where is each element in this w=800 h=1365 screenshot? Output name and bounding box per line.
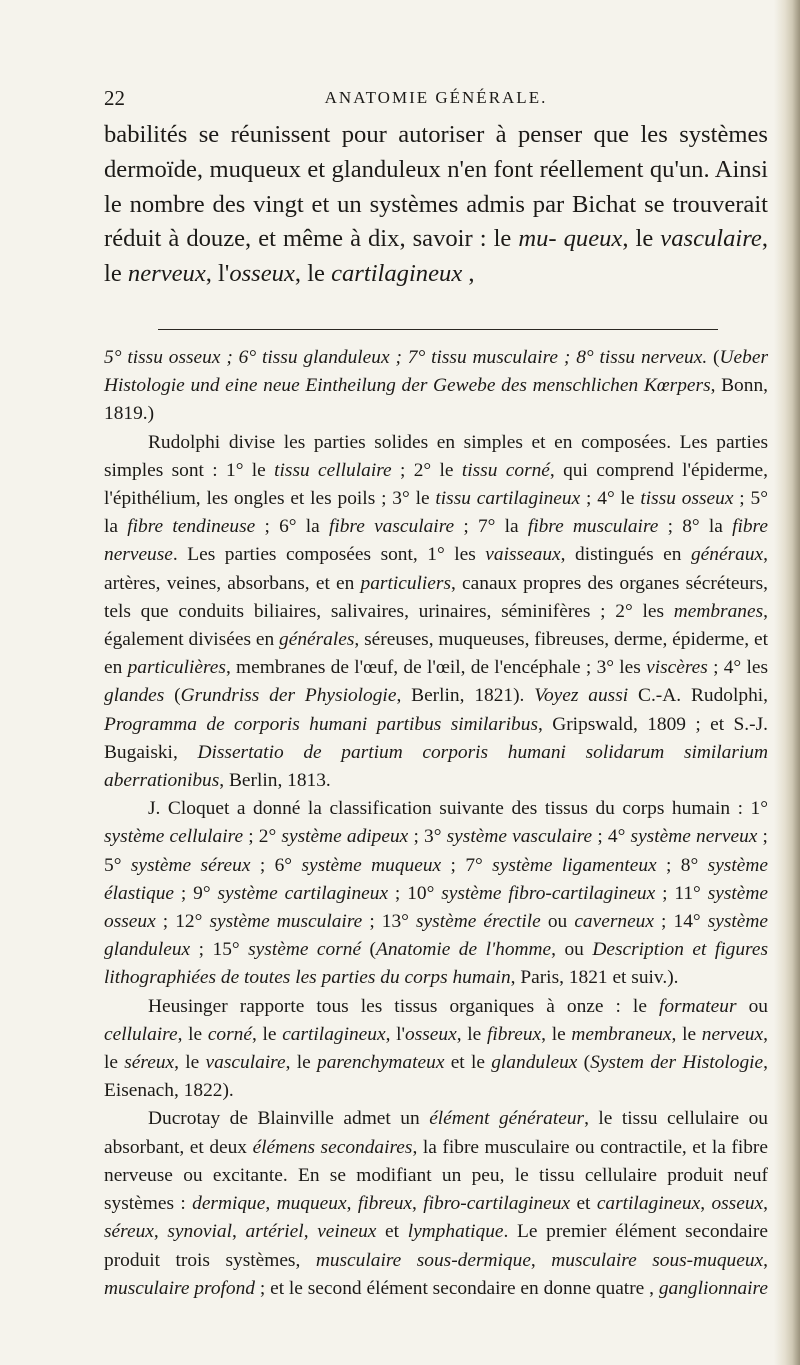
text-run: ; 6° [250, 854, 302, 876]
footnote-blainville [104, 1105, 768, 1302]
emphasis: muqueux [276, 1193, 347, 1215]
emphasis: artériel [245, 1221, 304, 1243]
text-run: , Bonn, 1819.) [104, 375, 768, 425]
text-run: , l' [385, 1023, 406, 1045]
text-run: ; 4° le [580, 488, 641, 510]
emphasis: cellulaire [104, 1023, 178, 1045]
emphasis: particulières [127, 657, 226, 679]
emphasis: glanduleux [491, 1052, 578, 1074]
text-run: ; 9° [174, 882, 218, 904]
emphasis: séreux [104, 1221, 154, 1243]
emphasis: veineux [317, 1221, 377, 1243]
text-run: ; 2° [243, 826, 282, 848]
emphasis: System der Histologie [590, 1052, 764, 1074]
emphasis: ganglionnaire [658, 1277, 768, 1299]
emphasis: Description et figures lithographiées de toutes les parties du corps humain [104, 939, 768, 989]
text-run: , le tissu cellulaire ou absorbant, et deux [104, 1108, 768, 1158]
text-run: , le [622, 225, 661, 253]
emphasis: fibre musculaire [527, 516, 659, 538]
text-line: se trouverait réduit à douze, et même à dix, savoir : le [104, 190, 769, 253]
text-run: ; et le second élément secondaire en donne quatre , [255, 1277, 659, 1299]
text-run: , [303, 1221, 318, 1243]
text-run: , le [456, 1023, 487, 1045]
emphasis: nerveux [701, 1023, 764, 1045]
main-text [104, 118, 768, 292]
emphasis: Voyez aussi [534, 685, 629, 707]
emphasis: glandes [104, 685, 165, 707]
footnote-rudolphi [104, 429, 768, 796]
text-run: ; 8° la [658, 516, 733, 538]
page-header [104, 86, 768, 116]
text-run: ; 4° [592, 826, 631, 848]
text-run: ; 5° [104, 826, 768, 876]
emphasis: système osseux [104, 882, 768, 933]
emphasis: tissu cellulaire [274, 459, 392, 481]
text-run: ( [361, 939, 377, 961]
emphasis: nerveux [127, 260, 206, 288]
emphasis: système cellulaire [104, 826, 244, 848]
emphasis: osseux [405, 1023, 457, 1045]
emphasis: système cartilagineux [217, 882, 389, 904]
text-run: ( [577, 1052, 591, 1074]
text-run: , distingués en [560, 544, 691, 566]
emphasis: système muqueux [301, 854, 442, 876]
text-run: , membranes de l'œuf, de l'œil, de l'encéphale ; 3° les [225, 657, 647, 679]
text-run: ; 13° [362, 911, 416, 933]
emphasis: dermique [192, 1193, 266, 1215]
text-run: et le [444, 1052, 492, 1074]
text-run: et [570, 1193, 597, 1215]
emphasis: queux [563, 225, 623, 253]
text-run: , Berlin, 1813. [219, 770, 331, 792]
text-run: , [763, 1193, 768, 1215]
emphasis: osseux [711, 1193, 764, 1215]
page-edge-shadow [774, 0, 800, 1365]
text-run: , le [285, 1052, 317, 1074]
page-number: 22 [104, 86, 125, 110]
text-run: , la fibre musculaire ou contractile, et la fibre nerveuse ou excitante. En se modifiant un peu, le tissu cellulaire produit neuf systèmes : [104, 1136, 768, 1215]
emphasis: générales [279, 629, 355, 651]
emphasis: lymphatique [407, 1221, 504, 1243]
emphasis: vaisseaux [485, 544, 561, 566]
emphasis: élément générateur [429, 1108, 585, 1130]
text-run: , [530, 1249, 552, 1271]
text-run: ; 15° [190, 939, 249, 961]
text-run: et [376, 1221, 408, 1243]
text-run: , Eisenach, 1822). [104, 1052, 769, 1102]
emphasis: fibre tendineuse [127, 516, 256, 538]
text-run: , Paris, 1821 et suiv.). [510, 967, 679, 989]
running-head: ANATOMIE GÉNÉRALE. [324, 88, 548, 107]
text-run: , ou [551, 939, 593, 961]
emphasis: système érectile [416, 911, 541, 933]
text-run: C.-A. Rudolphi, [628, 685, 768, 707]
text-run: ; 5° la [104, 488, 768, 538]
text-run: , le [671, 1023, 702, 1045]
emphasis: séreux [124, 1052, 175, 1074]
text-run: ; 8° [656, 854, 708, 876]
emphasis: musculaire sous-dermique [315, 1249, 531, 1271]
text-run: ; 3° [408, 826, 447, 848]
text-run: ; 12° [155, 911, 210, 933]
emphasis: Anatomie de l'homme [376, 939, 552, 961]
text-run: , [232, 1221, 246, 1243]
text-run: . Le premier élément secondaire produit trois systèmes, [104, 1221, 768, 1271]
emphasis: vasculaire [660, 225, 762, 253]
emphasis: Programma de corporis humani partibus similaribus [104, 713, 538, 735]
text-run: , Gripswald, 1809 ; et S.-J. Bugaiski, [104, 713, 768, 763]
footnote-heusinger [104, 993, 768, 1106]
emphasis: Dissertatio de partium corporis humani solidarum similarium aberrationibus [104, 741, 768, 792]
emphasis: système élastique [104, 854, 768, 904]
text-run: Heusinger rapporte tous les tissus organiques à onze : le [148, 995, 659, 1017]
text-run: ou [736, 995, 768, 1017]
emphasis: système vasculaire [446, 826, 593, 848]
emphasis: Ueber Histologie und eine neue Eintheilung der Gewebe des menschlichen Kœrpers [104, 347, 768, 397]
text-run: , [346, 1193, 358, 1215]
emphasis: 5° tissu osseux ; 6° tissu glanduleux ; 7° tissu musculaire ; 8° tissu nerveux. [104, 347, 708, 368]
footnote-continued [104, 344, 768, 429]
text-run: ; 4° les [707, 657, 768, 679]
text-run: , [700, 1193, 712, 1215]
text-run: ; 6° la [255, 516, 329, 538]
emphasis: membraneux [571, 1023, 672, 1045]
emphasis: caverneux [574, 911, 654, 933]
text-run: ( [707, 347, 720, 368]
emphasis: système nerveux [630, 826, 758, 848]
text-run: ( [164, 685, 181, 707]
text-run: J. Cloquet a donné la classification suivante des tissus du corps humain : 1° [148, 798, 768, 820]
emphasis: musculaire profond [104, 1277, 255, 1299]
emphasis: fibreux [486, 1023, 542, 1045]
emphasis: système musculaire [209, 911, 363, 933]
emphasis: cartilagineux [331, 260, 463, 288]
text-run: , le [541, 1023, 572, 1045]
emphasis: généraux [690, 544, 764, 566]
emphasis: cartilagineux [282, 1023, 386, 1045]
emphasis: tissu osseux [640, 488, 734, 510]
text-run: , le [177, 1023, 208, 1045]
text-run: ; 7° [441, 854, 493, 876]
text-run: , artères, veines, absorbans, et en [104, 544, 768, 594]
emphasis: cartilagineux [596, 1193, 701, 1215]
text-run: , [153, 1221, 168, 1243]
text-run: , le [174, 1052, 206, 1074]
text-run: , le [251, 1023, 283, 1045]
text-run: , séreuses, muqueuses, fibreuses, derme, épiderme, et en [104, 629, 768, 679]
text-line: Ainsi le nombre des vingt et un systèmes admis par Bichat [104, 155, 768, 218]
text-run: , le [294, 260, 332, 288]
emphasis: tissu cartilagineux [435, 488, 581, 510]
emphasis: fibre vasculaire [328, 516, 455, 538]
text-run: , Berlin, 1821). [396, 685, 535, 707]
text-run: , également divisées en [104, 600, 768, 651]
emphasis: système glanduleux [104, 911, 769, 961]
emphasis: système corné [248, 939, 362, 961]
emphasis: mu- [518, 225, 557, 253]
text-run: , canaux propres des organes sécréteurs, tels que conduits biliaires, salivaires, urinaires, séminifères ; 2° les [104, 572, 769, 622]
emphasis: corné [207, 1023, 252, 1045]
text-line: babilités se réunissent pour autoriser à penser que les systèmes [104, 121, 768, 148]
emphasis: osseux [229, 260, 295, 288]
emphasis: formateur [658, 995, 737, 1017]
emphasis: particuliers [360, 572, 452, 594]
text-run: , [763, 1249, 768, 1271]
emphasis: viscères [646, 657, 708, 679]
emphasis: système séreux [130, 854, 251, 876]
text-run: ; 7° la [454, 516, 528, 538]
text-run: ; 2° le [391, 459, 462, 481]
emphasis: élémens secondaires [252, 1136, 413, 1158]
text-run: Ducrotay de Blainville admet un [148, 1108, 430, 1130]
emphasis: musculaire sous-muqueux [551, 1249, 764, 1271]
emphasis: parenchymateux [317, 1052, 445, 1074]
text-run: , [462, 260, 475, 288]
emphasis: fibro-cartilagineux [423, 1193, 571, 1215]
text-run: , le [104, 1023, 768, 1074]
text-run: ; 10° [388, 882, 442, 904]
text-run: , [412, 1193, 424, 1215]
text-run: , l' [205, 260, 230, 288]
text-run: ou [540, 911, 575, 933]
emphasis: système ligamenteux [492, 854, 657, 876]
emphasis: tissu corné [461, 459, 550, 481]
text-run: Rudolphi divise les parties solides en simples et en composées. Les parties simples sont : 1° le [104, 431, 768, 481]
text-run: , [265, 1193, 277, 1215]
text-run: . Les parties composées sont, 1° les [172, 544, 486, 566]
emphasis: fibreux [357, 1193, 413, 1215]
emphasis: synovial [167, 1221, 233, 1243]
emphasis: fibre nerveuse [104, 516, 768, 566]
emphasis: membranes [673, 600, 764, 622]
text-line: dermoïde, muqueux et glanduleux n'en font réellement qu'un. [104, 155, 710, 183]
text-run: ; 11° [655, 882, 708, 904]
footnotes [104, 344, 768, 1303]
emphasis: système adipeux [281, 826, 409, 848]
text-run: , le [104, 225, 768, 288]
text-run: ; 14° [653, 911, 708, 933]
footnote-rule [158, 329, 718, 330]
emphasis: Grundriss der Physiologie [180, 685, 397, 707]
emphasis: vasculaire [205, 1052, 286, 1074]
text-run: , qui comprend l'épiderme, l'épithélium, les ongles et les poils ; 3° le [104, 459, 768, 510]
emphasis: système fibro-cartilagineux [441, 882, 656, 904]
footnote-cloquet [104, 795, 768, 992]
